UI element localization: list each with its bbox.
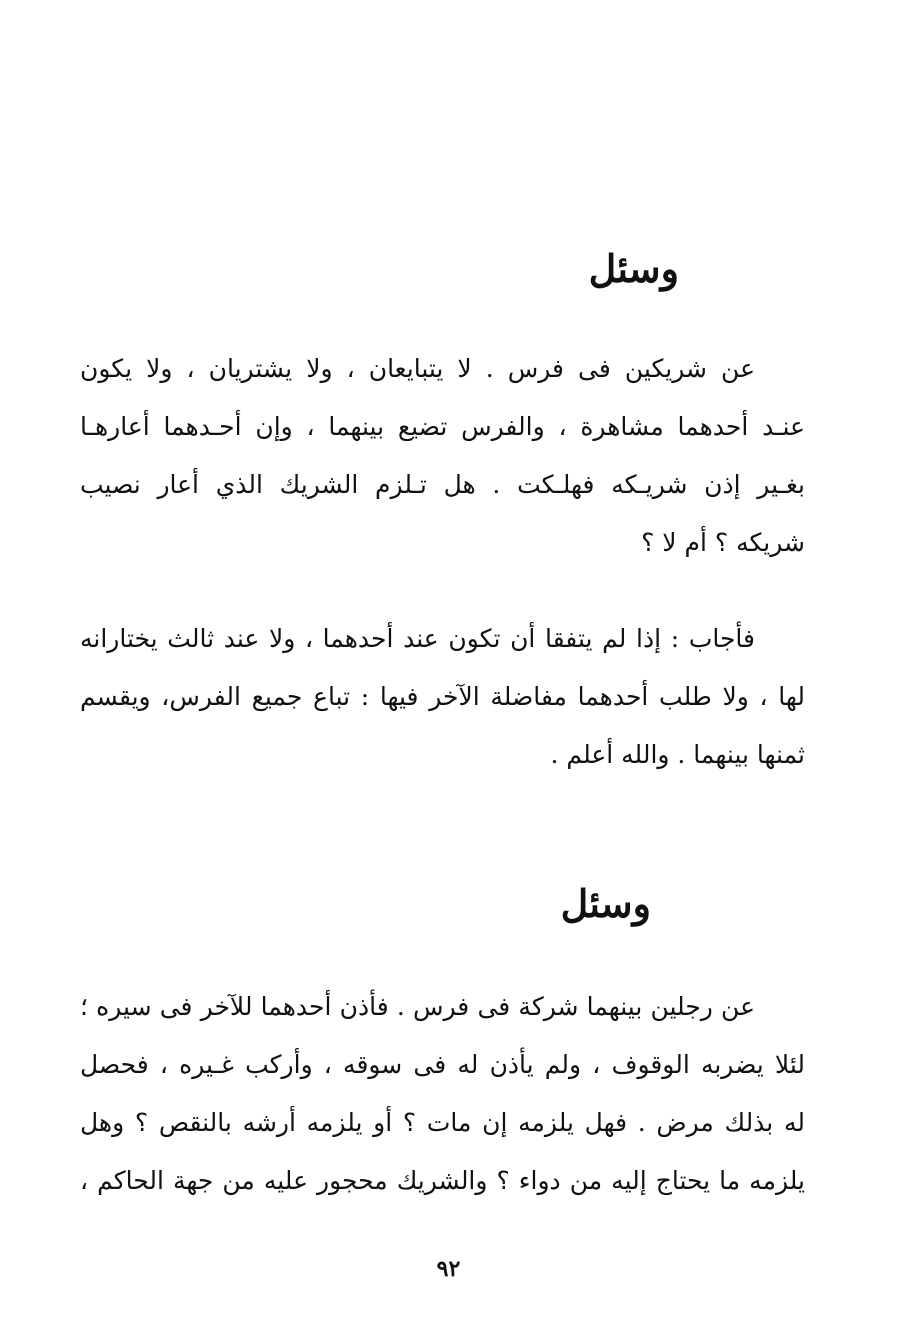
text-line: فأجاب : إذا لم يتفقا أن تكون عند أحدهما ، ولا عند ثالث يختارانه xyxy=(80,624,755,653)
text-line: لئلا يضربه الوقوف ، ولم يأذن له فى سوقه ، وأركب غـيره ، فحصل xyxy=(80,1050,805,1079)
page-number: ٩٢ xyxy=(436,1256,461,1282)
text-line: ثمنها بينهما . والله أعلم . xyxy=(550,740,805,769)
text-line: عن شريكين فى فرس . لا يتبايعان ، ولا يشتريان ، ولا يكون xyxy=(80,354,755,383)
text-line: له بذلك مرض . فهل يلزمه إن مات ؟ أو يلزمه أرشه بالنقص ؟ وهل xyxy=(80,1108,805,1137)
section-heading: وسئل xyxy=(588,246,679,291)
text-line: لها ، ولا طلب أحدهما مفاضلة الآخر فيها : تباع جميع الفرس، ويقسم xyxy=(80,682,805,711)
text-line: عنـد أحدهما مشاهرة ، والفرس تضيع بينهما ، وإن أحـدهما أعارهـا xyxy=(80,412,805,441)
text-line: عن رجلين بينهما شركة فى فرس . فأذن أحدهما للآخر فى سيره ؛ xyxy=(80,992,755,1021)
text-line: شريكه ؟ أم لا ؟ xyxy=(641,528,805,557)
text-line: يلزمه ما يحتاج إليه من دواء ؟ والشريك محجور عليه من جهة الحاكم ، xyxy=(80,1166,805,1195)
question-paragraph xyxy=(80,978,805,1210)
text-line: بغـير إذن شريـكه فهلـكت . هل تـلزم الشريك الذي أعار نصيب xyxy=(80,470,805,499)
question-paragraph xyxy=(80,340,805,572)
answer-paragraph xyxy=(80,610,805,784)
section-heading: وسئل xyxy=(560,881,651,926)
